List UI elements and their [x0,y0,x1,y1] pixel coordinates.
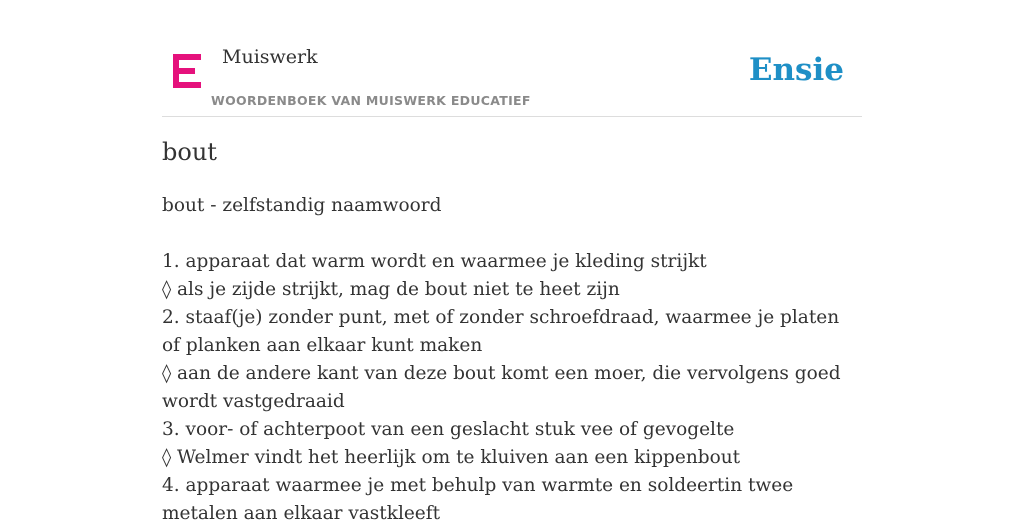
ensie-brand-logo[interactable]: Ensie [748,52,844,88]
definition-line: 3. voor- of achterpoot van een geslacht stuk vee of gevogelte [162,419,735,440]
spacer [162,220,862,248]
muiswerk-logo-icon[interactable] [173,54,201,88]
definition-body [162,192,862,528]
definition-line: 1. apparaat dat warm wordt en waarmee je kleding strijkt [162,251,707,272]
example-line: ◊ als je zijde strijkt, mag de bout niet te heet zijn [162,279,620,300]
site-name[interactable]: Muiswerk [222,46,318,68]
site-tagline: WOORDENBOEK VAN MUISWERK EDUCATIEF [211,93,531,108]
example-line: ◊ Welmer vindt het heerlijk om te kluiven aan een kippenbout [162,447,741,468]
part-of-speech: bout - zelfstandig naamwoord [162,195,442,216]
definition-line: 4. apparaat waarmee je met behulp van warmte en soldeertin twee metalen aan elkaar vastkleeft [162,475,794,524]
definition-line: 2. staaf(je) zonder punt, met of zonder schroefdraad, waarmee je platen of planken aan elkaar kunt maken [162,307,840,356]
site-header [162,0,862,117]
example-line: ◊ aan de andere kant van deze bout komt een moer, die vervolgens goed wordt vastgedraaid [162,363,841,412]
page-title: bout [162,138,217,166]
